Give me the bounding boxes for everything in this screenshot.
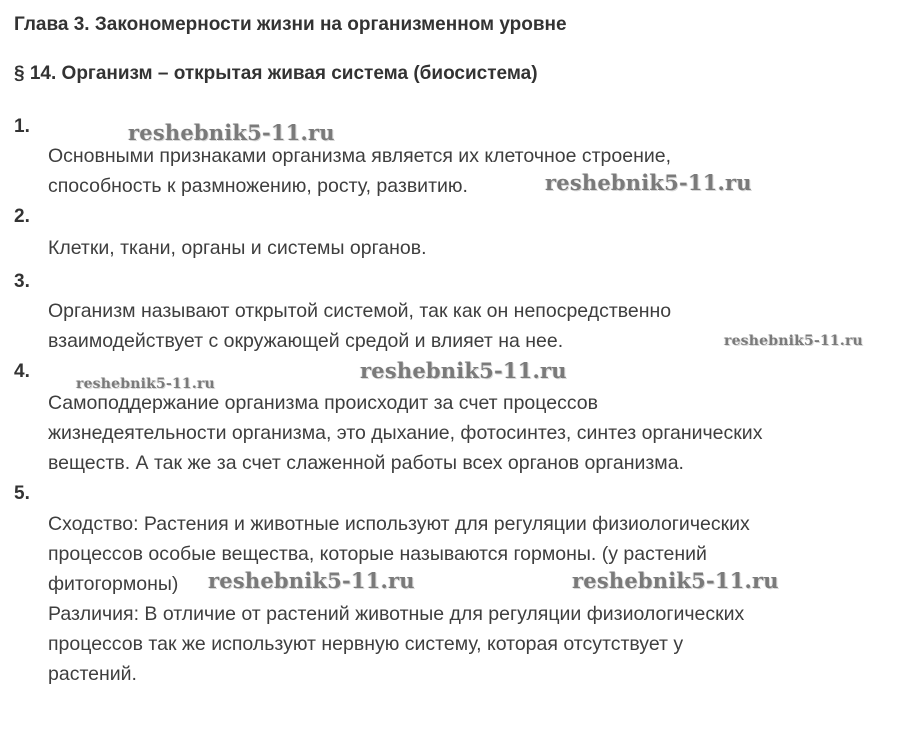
answer-line: процессов особые вещества, которые называются гормоны. (у растений — [48, 543, 707, 565]
answer-text-5 — [48, 509, 750, 689]
section-title: § 14. Организм – открытая живая система (биосистема) — [14, 63, 538, 84]
answer-line: жизнедеятельности организма, это дыхание, фотосинтез, синтез органических — [48, 422, 763, 444]
answer-number-3: 3. — [14, 271, 30, 292]
answer-line: растений. — [48, 663, 137, 685]
watermark: reshebnik5-11.ru — [360, 358, 567, 383]
answer-number-5: 5. — [14, 483, 30, 504]
answer-text-2 — [48, 233, 427, 263]
answer-line: Клетки, ткани, органы и системы органов. — [48, 237, 427, 259]
answer-line: способность к размножению, росту, развитию. — [48, 175, 468, 197]
answer-line: Организм называют открытой системой, так как он непосредственно — [48, 300, 672, 322]
watermark: reshebnik5-11.ru — [545, 170, 752, 195]
answer-line: веществ. А так же за счет слаженной работы всех органов организма. — [48, 452, 684, 474]
chapter-title: Глава 3. Закономерности жизни на организменном уровне — [14, 14, 567, 35]
answer-line: взаимодействует с окружающей средой и влияет на нее. — [48, 330, 564, 352]
answer-line: Различия: В отличие от растений животные для регуляции физиологических — [48, 603, 745, 625]
answer-line: процессов так же используют нервную систему, которая отсутствует у — [48, 633, 684, 655]
answer-line: фитогормоны) — [48, 573, 179, 595]
watermark: reshebnik5-11.ru — [572, 568, 779, 593]
answer-line: Сходство: Растения и животные используют для регуляции физиологических — [48, 513, 750, 535]
answer-text-3 — [48, 296, 671, 356]
watermark: reshebnik5-11.ru — [208, 568, 415, 593]
answer-number-4: 4. — [14, 361, 30, 382]
answer-number-1: 1. — [14, 116, 30, 137]
watermark: reshebnik5-11.ru — [724, 333, 863, 349]
answer-line: Основными признаками организма является их клеточное строение, — [48, 145, 671, 167]
answer-line: Самоподдержание организма происходит за счет процессов — [48, 392, 598, 414]
answer-number-2: 2. — [14, 206, 30, 227]
watermark: reshebnik5-11.ru — [76, 376, 215, 392]
answer-text-4 — [48, 388, 762, 478]
watermark: reshebnik5-11.ru — [128, 120, 335, 145]
